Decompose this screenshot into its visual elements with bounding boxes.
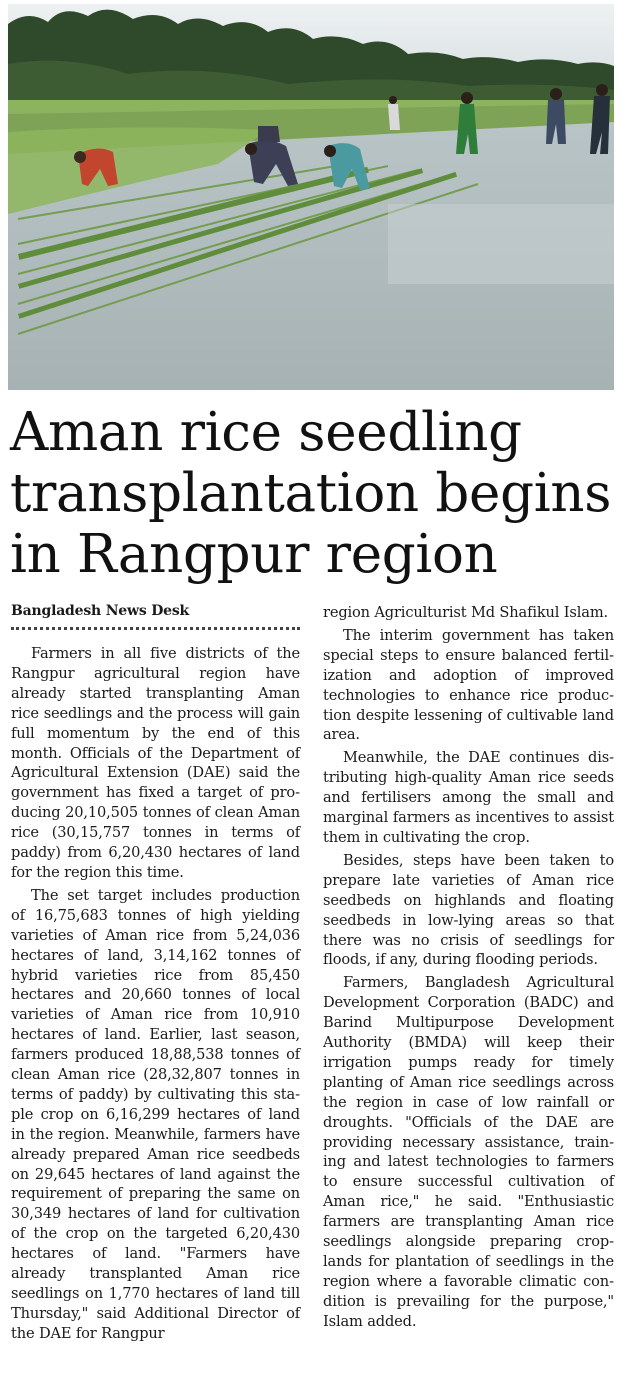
paragraph: Farmers in all five districts of the Rangpur agricultural region have already started transplanting Aman rice seedlings and the process will gain full momentum by the end of this month. Officials of the Department of Agricultural Extension (DAE) said the government has fixed a target of producing 20,10,505 tonnes of clean Aman rice (30,15,757 tonnes in terms of paddy) from 6,20,430 hectares of land for the region this time. — [11, 645, 300, 881]
headline-line-2: transplantation begins — [10, 463, 612, 524]
paragraph: Besides, steps have been taken to prepare late varieties of Aman rice seedbeds on highlands and floating seedbeds in low-lying areas so that there was no crisis of seedlings for floods, if any, during flooding periods. — [323, 851, 614, 969]
paragraph: Meanwhile, the DAE continues distributing high-quality Aman rice seeds and fertilisers among the small and marginal farmers as incentives to assist them in cultivating the crop. — [323, 749, 614, 846]
paragraph: The set target includes production of 16,75,683 tonnes of high yielding varieties of Aman rice from 5,24,036 hectares of land, 3,14,162 tonnes of hybrid varieties rice from 85,450 hectares and 20,660 tonnes of local varieties of Aman rice from 10,910 hectares of land. Earlier, last season, farmers produced 18,88,538 tonnes of clean Aman rice (28,32,807 tonnes in terms of paddy) by cultivating this staple crop on 6,16,299 hectares of land in the region. Meanwhile, farmers have already prepared Aman rice seedbeds on 29,645 hectares of land against the requirement of preparing the same on 30,349 hectares of land for cultivation of the crop on the targeted 6,20,430 hectares of land. "Farmers have already transplanted Aman rice seedlings on 1,770 hectares of land till Thursday," said Additional Director of the DAE for Rangpur — [11, 886, 300, 1342]
paragraph: Farmers, Bangladesh Agricultural Development Corporation (BADC) and Barind Multipurpose Development Authority (BMDA) will keep their irrigation pumps ready for timely planting of Aman rice seedlings across the region in case of low rainfall or droughts. "Officials of the DAE are providing necessary assistance, training and latest technologies to farmers to ensure successful cultivation of Aman rice," he said. "Enthusiastic farmers are transplanting Aman rice seedlings alongside preparing croplands for plantation of seedlings in the region where a favorable climatic condition is prevailing for the purpose," Islam added. — [323, 974, 614, 1330]
rice-field-photo-icon — [8, 4, 614, 390]
byline: Bangladesh News Desk — [11, 601, 300, 630]
article-photo — [8, 4, 614, 390]
right-column — [323, 603, 614, 1335]
headline — [10, 402, 616, 585]
left-column — [11, 601, 300, 1347]
headline-line-1: Aman rice seedling — [10, 402, 522, 463]
headline-line-3: in Rangpur region — [10, 524, 498, 585]
paragraph: The interim government has taken special steps to ensure balanced fertilization and adoption of improved technologies to enhance rice production despite lessening of cultivable land area. — [323, 626, 614, 744]
paragraph: region Agriculturist Md Shafikul Islam. — [323, 604, 608, 621]
